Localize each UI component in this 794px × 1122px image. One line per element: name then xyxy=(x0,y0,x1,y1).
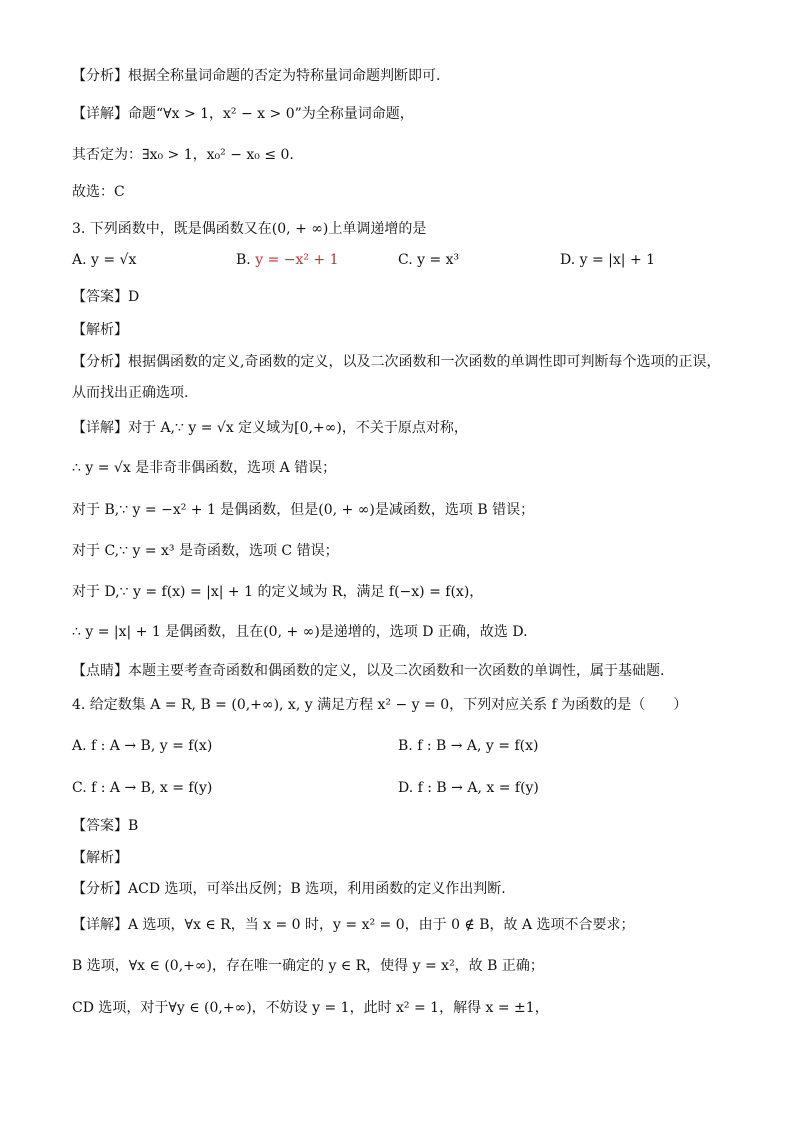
solution-label-4: 【解析】 xyxy=(72,850,128,866)
line-analysis-3b: 从而找出正确选项. xyxy=(72,385,189,401)
line-detail-3b: ∴ y = √x 是非奇非偶函数，选项 A 错误； xyxy=(72,460,337,476)
question-3-option-d: D. y = |x| + 1 xyxy=(560,252,656,268)
question-4-option-d: D. f : B → A, x = f(y) xyxy=(398,780,539,796)
line-analysis-4: 【分析】ACD 选项，可举出反例；B 选项，利用函数的定义作出判断. xyxy=(72,881,506,897)
question-4-stem: 4. 给定数集 A = R, B = (0,+∞), x, y 满足方程 x² − y = 0，下列对应关系 f 为函数的是（ ） xyxy=(72,697,688,713)
line-detail-4c: CD 选项，对于∀y ∈ (0,+∞)，不妨设 y = 1，此时 x² = 1，解得 x = ±1， xyxy=(72,1000,549,1016)
option-b-formula: y = −x² + 1 xyxy=(255,252,339,268)
question-3-option-b xyxy=(236,250,339,270)
line-negation: 其否定为：∃x₀ > 1，x₀² − x₀ ≤ 0. xyxy=(72,147,294,163)
question-3-option-a: A. y = √x xyxy=(72,252,137,268)
question-4-option-a: A. f : A → B, y = f(x) xyxy=(72,738,213,754)
line-detail-3c: 对于 B,∵ y = −x² + 1 是偶函数，但是(0, + ∞)是减函数，选项 B 错误； xyxy=(72,502,535,518)
line-detail-3e: 对于 D,∵ y = f(x) = |x| + 1 的定义域为 R，满足 f(−x) = f(x)， xyxy=(72,584,484,600)
line-detail-1: 【详解】命题“∀x > 1，x² − x > 0”为全称量词命题， xyxy=(72,106,414,122)
line-detail-3a: 【详解】对于 A,∵ y = √x 定义域为[0,+∞)，不关于原点对称， xyxy=(72,420,468,436)
question-3-stem: 3. 下列函数中，既是偶函数又在(0, + ∞)上单调递增的是 xyxy=(72,221,427,237)
line-detail-3d: 对于 C,∵ y = x³ 是奇函数，选项 C 错误； xyxy=(72,543,339,559)
option-b-label: B. xyxy=(236,252,256,268)
answer-label-3: 【答案】D xyxy=(72,289,140,305)
answer-label-4: 【答案】B xyxy=(72,818,139,834)
line-detail-3f: ∴ y = |x| + 1 是偶函数，且在(0, + ∞)是递增的，选项 D 正确，故选 D. xyxy=(72,624,528,640)
line-detail-4b: B 选项，∀x ∈ (0,+∞)，存在唯一确定的 y ∈ R，使得 y = x²，故 B 正确； xyxy=(72,958,544,974)
line-analysis-3a: 【分析】根据偶函数的定义,奇函数的定义，以及二次函数和一次函数的单调性即可判断每个选项的正误， xyxy=(72,354,721,370)
question-4-option-b: B. f : B → A, y = f(x) xyxy=(398,738,539,754)
line-choice-c: 故选：C xyxy=(72,184,125,200)
line-analysis-1: 【分析】根据全称量词命题的否定为特称量词命题判断即可. xyxy=(72,68,441,84)
solution-label-3: 【解析】 xyxy=(72,322,128,338)
question-4-option-c: C. f : A → B, x = f(y) xyxy=(72,780,213,796)
question-3-option-c: C. y = x³ xyxy=(398,252,460,268)
line-detail-4a: 【详解】A 选项，∀x ∈ R，当 x = 0 时，y = x² = 0，由于 0 ∉ B，故 A 选项不合要求； xyxy=(72,917,635,933)
line-comment-3: 【点睛】本题主要考查奇函数和偶函数的定义，以及二次函数和一次函数的单调性，属于基础题. xyxy=(72,663,665,679)
